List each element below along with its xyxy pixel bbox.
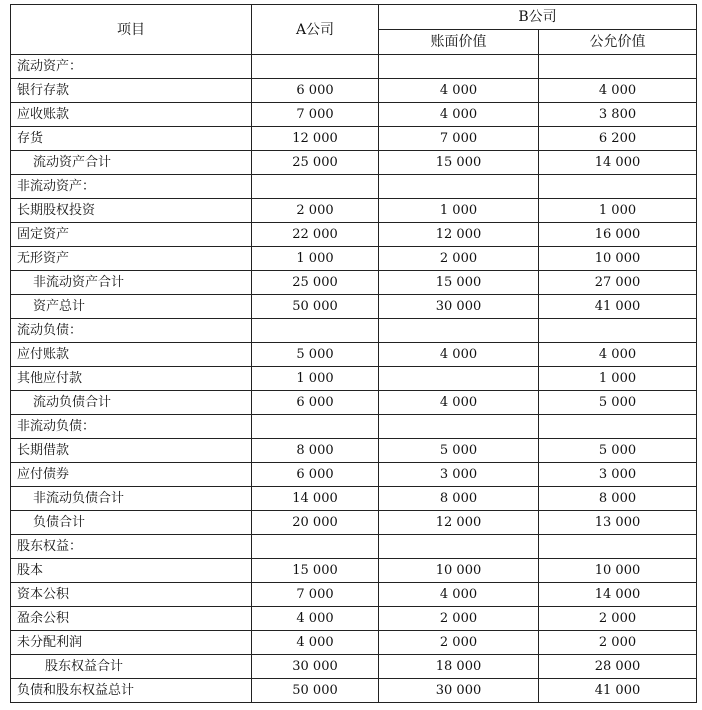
row-label: 流动资产： [11, 55, 252, 79]
company-b-fair-value: 16 000 [539, 223, 697, 247]
company-a-value: 25 000 [252, 151, 379, 175]
company-b-book-value: 8 000 [379, 487, 539, 511]
company-a-value: 6 000 [252, 79, 379, 103]
company-b-book-value: 2 000 [379, 631, 539, 655]
company-b-book-value: 18 000 [379, 655, 539, 679]
row-label: 应付债券 [11, 463, 252, 487]
balance-sheet-table [10, 4, 697, 703]
table-row [11, 175, 697, 199]
company-a-value: 4 000 [252, 631, 379, 655]
company-b-book-value: 10 000 [379, 559, 539, 583]
company-a-value: 7 000 [252, 103, 379, 127]
table-row [11, 247, 697, 271]
company-a-value: 15 000 [252, 559, 379, 583]
table-row [11, 55, 697, 79]
row-label: 非流动负债合计 [11, 487, 252, 511]
company-a-value: 5 000 [252, 343, 379, 367]
company-b-fair-value: 41 000 [539, 679, 697, 703]
header-item: 项目 [11, 5, 252, 55]
company-b-fair-value: 10 000 [539, 559, 697, 583]
company-b-fair-value [539, 415, 697, 439]
company-b-fair-value: 6 200 [539, 127, 697, 151]
company-b-book-value: 1 000 [379, 199, 539, 223]
company-a-value: 1 000 [252, 367, 379, 391]
company-b-book-value: 12 000 [379, 511, 539, 535]
company-b-fair-value: 3 800 [539, 103, 697, 127]
company-b-fair-value [539, 535, 697, 559]
company-a-value [252, 55, 379, 79]
table-row [11, 463, 697, 487]
table-row [11, 127, 697, 151]
company-b-book-value: 4 000 [379, 343, 539, 367]
table-row [11, 367, 697, 391]
row-label: 存货 [11, 127, 252, 151]
table-row [11, 319, 697, 343]
row-label: 资本公积 [11, 583, 252, 607]
header-company-b: B公司 [379, 5, 697, 30]
company-b-fair-value [539, 319, 697, 343]
company-b-fair-value: 1 000 [539, 367, 697, 391]
company-b-book-value: 30 000 [379, 295, 539, 319]
table-row [11, 199, 697, 223]
company-b-book-value [379, 415, 539, 439]
company-b-book-value [379, 367, 539, 391]
row-label: 股东权益： [11, 535, 252, 559]
company-b-fair-value: 14 000 [539, 151, 697, 175]
company-b-book-value [379, 319, 539, 343]
company-a-value: 4 000 [252, 607, 379, 631]
company-a-value [252, 415, 379, 439]
company-a-value: 12 000 [252, 127, 379, 151]
company-b-fair-value [539, 175, 697, 199]
company-b-fair-value: 28 000 [539, 655, 697, 679]
company-b-book-value [379, 535, 539, 559]
table-row [11, 271, 697, 295]
header-book-value: 账面价值 [379, 30, 539, 55]
company-b-fair-value: 5 000 [539, 391, 697, 415]
company-b-fair-value: 41 000 [539, 295, 697, 319]
row-label: 资产总计 [11, 295, 252, 319]
company-b-fair-value: 4 000 [539, 343, 697, 367]
table-row [11, 511, 697, 535]
row-label: 未分配利润 [11, 631, 252, 655]
company-b-book-value [379, 175, 539, 199]
row-label: 长期借款 [11, 439, 252, 463]
table-row [11, 535, 697, 559]
row-label: 股东权益合计 [11, 655, 252, 679]
table-body [11, 55, 697, 703]
company-b-book-value: 30 000 [379, 679, 539, 703]
table-row [11, 103, 697, 127]
company-a-value [252, 175, 379, 199]
company-a-value: 25 000 [252, 271, 379, 295]
table-row [11, 583, 697, 607]
company-b-fair-value: 10 000 [539, 247, 697, 271]
company-a-value: 20 000 [252, 511, 379, 535]
company-b-fair-value: 14 000 [539, 583, 697, 607]
company-b-book-value: 12 000 [379, 223, 539, 247]
table-row [11, 559, 697, 583]
company-b-fair-value: 2 000 [539, 631, 697, 655]
company-a-value: 50 000 [252, 679, 379, 703]
table-row [11, 439, 697, 463]
row-label: 流动资产合计 [11, 151, 252, 175]
row-label: 非流动负债： [11, 415, 252, 439]
company-a-value: 7 000 [252, 583, 379, 607]
table-row [11, 223, 697, 247]
row-label: 其他应付款 [11, 367, 252, 391]
company-b-book-value: 4 000 [379, 583, 539, 607]
company-a-value: 2 000 [252, 199, 379, 223]
company-b-book-value: 4 000 [379, 391, 539, 415]
row-label: 盈余公积 [11, 607, 252, 631]
company-b-fair-value: 5 000 [539, 439, 697, 463]
table-row [11, 415, 697, 439]
company-a-value: 30 000 [252, 655, 379, 679]
company-b-fair-value: 8 000 [539, 487, 697, 511]
row-label: 应收账款 [11, 103, 252, 127]
company-b-fair-value: 13 000 [539, 511, 697, 535]
header-company-a: A公司 [252, 5, 379, 55]
table-row [11, 151, 697, 175]
row-label: 非流动资产合计 [11, 271, 252, 295]
row-label: 股本 [11, 559, 252, 583]
company-b-fair-value: 2 000 [539, 607, 697, 631]
company-a-value [252, 535, 379, 559]
company-b-book-value: 4 000 [379, 79, 539, 103]
company-a-value: 1 000 [252, 247, 379, 271]
table-row [11, 79, 697, 103]
table-row [11, 679, 697, 703]
company-a-value: 6 000 [252, 463, 379, 487]
company-a-value [252, 319, 379, 343]
row-label: 长期股权投资 [11, 199, 252, 223]
company-b-fair-value: 3 000 [539, 463, 697, 487]
table-row [11, 607, 697, 631]
table-row [11, 655, 697, 679]
company-b-book-value: 3 000 [379, 463, 539, 487]
row-label: 流动负债合计 [11, 391, 252, 415]
company-a-value: 14 000 [252, 487, 379, 511]
company-b-book-value: 5 000 [379, 439, 539, 463]
company-a-value: 6 000 [252, 391, 379, 415]
company-b-book-value: 15 000 [379, 151, 539, 175]
header-row-1 [11, 5, 697, 30]
company-b-book-value: 2 000 [379, 607, 539, 631]
company-b-fair-value: 1 000 [539, 199, 697, 223]
table-row [11, 343, 697, 367]
company-a-value: 22 000 [252, 223, 379, 247]
header-fair-value: 公允价值 [539, 30, 697, 55]
company-b-fair-value: 27 000 [539, 271, 697, 295]
company-a-value: 8 000 [252, 439, 379, 463]
row-label: 无形资产 [11, 247, 252, 271]
company-b-book-value: 2 000 [379, 247, 539, 271]
table-row [11, 487, 697, 511]
company-b-book-value: 4 000 [379, 103, 539, 127]
table-row [11, 631, 697, 655]
company-b-fair-value: 4 000 [539, 79, 697, 103]
row-label: 应付账款 [11, 343, 252, 367]
table-row [11, 295, 697, 319]
company-b-book-value: 15 000 [379, 271, 539, 295]
balance-sheet [10, 4, 696, 703]
row-label: 固定资产 [11, 223, 252, 247]
row-label: 银行存款 [11, 79, 252, 103]
row-label: 非流动资产： [11, 175, 252, 199]
company-b-book-value [379, 55, 539, 79]
company-b-fair-value [539, 55, 697, 79]
row-label: 流动负债： [11, 319, 252, 343]
table-row [11, 391, 697, 415]
row-label: 负债和股东权益总计 [11, 679, 252, 703]
company-b-book-value: 7 000 [379, 127, 539, 151]
row-label: 负债合计 [11, 511, 252, 535]
company-a-value: 50 000 [252, 295, 379, 319]
